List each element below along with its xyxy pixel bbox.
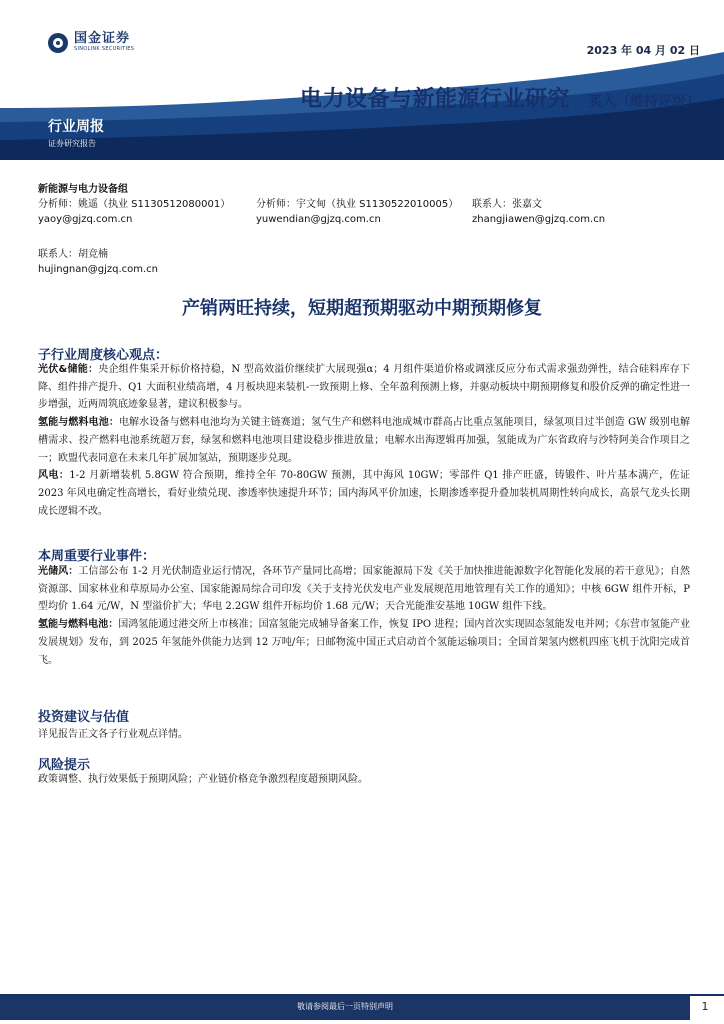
report-title: 电力设备与新能源行业研究 [299, 87, 570, 112]
logo-name-en: SINOLINK SECURITIES [74, 46, 135, 52]
core-view-title: 子行业周度核心观点： [38, 348, 169, 363]
analyst-2: 分析师：宇文甸（执业 S1130522010005） [256, 199, 459, 210]
h2-label: 氢能与燃料电池： [38, 417, 119, 429]
analyst-1: 分析师：姚遥（执业 S1130512080001） [38, 199, 231, 210]
risk-title: 风险提示 [38, 758, 91, 773]
contact-2-email[interactable]: hujingnan@gjzq.com.cn [38, 264, 158, 275]
invest-text: 详见报告正文各子行业观点详情。 [38, 729, 188, 740]
contact-1: 联系人：张嘉文 [472, 199, 542, 210]
rating-label: 买入（维持评级） [588, 94, 700, 110]
events-pv-label: 光储风： [38, 566, 79, 577]
report-headline: 产销两旺持续，短期超预期驱动中期预期修复 [182, 298, 542, 319]
report-header-banner [0, 0, 724, 160]
pv-label: 光伏&储能： [38, 364, 99, 375]
events-h2-text: 国鸿氢能通过港交所上市核准；国富氢能完成辅导备案工作，恢复 IPO 进程；国内首次实现固态氢能发电并网；《东营市氢能产业发展规划》发布，到 2025 年氢能外供能力达到 12 万吨/年；日邮物流中国正式启动首个氢能运输项目；全国首架氢内燃机四座飞机于沈阳完成首飞。 [38, 619, 691, 666]
report-subtype: 证券研究报告 [48, 139, 96, 148]
contact-2 [38, 247, 698, 277]
contact-2-name: 联系人：胡竞楠 [38, 249, 108, 260]
contact-1-email[interactable]: zhangjiawen@gjzq.com.cn [472, 214, 606, 225]
logo-mark-icon [48, 33, 68, 53]
report-date: 2023 年 04 月 02 日 [586, 44, 700, 57]
report-type: 行业周报 [48, 119, 104, 135]
company-logo [48, 32, 134, 53]
logo-name-cn: 国金证券 [74, 31, 131, 46]
invest-title: 投资建议与估值 [38, 710, 130, 725]
pv-text: 央企组件集采开标价格持稳，N 型高效溢价继续扩大展现强α；4 月组件渠道价格或调涨反应分布式需求强劲弹性，结合硅料库存下降、组件排产提升、Q1 大面积业绩高增，4 月板块迎来装机-一致预期上修、全年盈利预测上修，并驱动板块中期预期修复和股价反弹的确定性进一步增强，近两周筑底迹象显著，建议积极参与。 [38, 364, 690, 411]
team-name: 新能源与电力设备组 [38, 184, 128, 195]
analyst-1-email[interactable]: yaoy@gjzq.com.cn [38, 214, 133, 225]
analyst-block [38, 183, 698, 277]
core-view-body [38, 361, 690, 520]
risk-text: 政策调整、执行效果低于预期风险；产业链价格竞争激烈程度超预期风险。 [38, 774, 368, 785]
wind-text: 1-2 月新增装机 5.8GW 符合预期，维持全年 70-80GW 预测，其中海风 10GW；零部件 Q1 排产旺盛，铸锻件、叶片基本满产，佐证 2023 年风电确定性高增长，看好业绩兑现、渗透率快速提升环节；国内海风平价加速，长期渗透率提升叠加装机周期性转向成长，高景气龙头长期成长逻辑不改。 [38, 470, 690, 517]
wind-label: 风电： [38, 470, 70, 482]
analyst-2-email[interactable]: yuwendian@gjzq.com.cn [256, 214, 381, 225]
footer-disclaimer-link[interactable]: 敬请参阅最后一页特别声明 [297, 1002, 393, 1011]
events-pv-text: 工信部公布 1-2 月光伏制造业运行情况，各环节产量同比高增；国家能源局下发《关于加快推进能源数字化智能化发展的若干意见》；自然资源部、国家林业和草原局办公室、国家能源局综合司印发《关于支持光伏发电产业发展规范用地管理有关工作的通知》；中核 6GW 组件开标，P 型均价 1.64 元/W，N 型溢价扩大；华电 2.2GW 组件开标均价 1.68 元/W；天合光能淮安基地 10GW 组件下线。 [38, 566, 691, 613]
events-title: 本周重要行业事件： [38, 549, 156, 564]
events-body [38, 563, 690, 669]
analyst-grid [38, 197, 698, 227]
header-wave-graphic [0, 0, 724, 160]
title-row [300, 82, 700, 113]
events-h2-label: 氢能与燃料电池： [38, 619, 119, 631]
h2-text: 电解水设备与燃料电池均为关键主链赛道；氢气生产和燃料电池成城市群高占比重点氢能项目，绿氢项目过半创造 GW 级别电解槽需求、投产燃料电池系统超万套，绿氢和燃料电池项目建设稳步推进放量；电解水出海逻辑再加强，氢能成为广东省政府与沙特阿美合作项目之一；欧盟代表同意在未来几年扩展加氢站，预期逐步兑现。 [38, 417, 690, 464]
page-number: 1 [701, 1000, 709, 1013]
